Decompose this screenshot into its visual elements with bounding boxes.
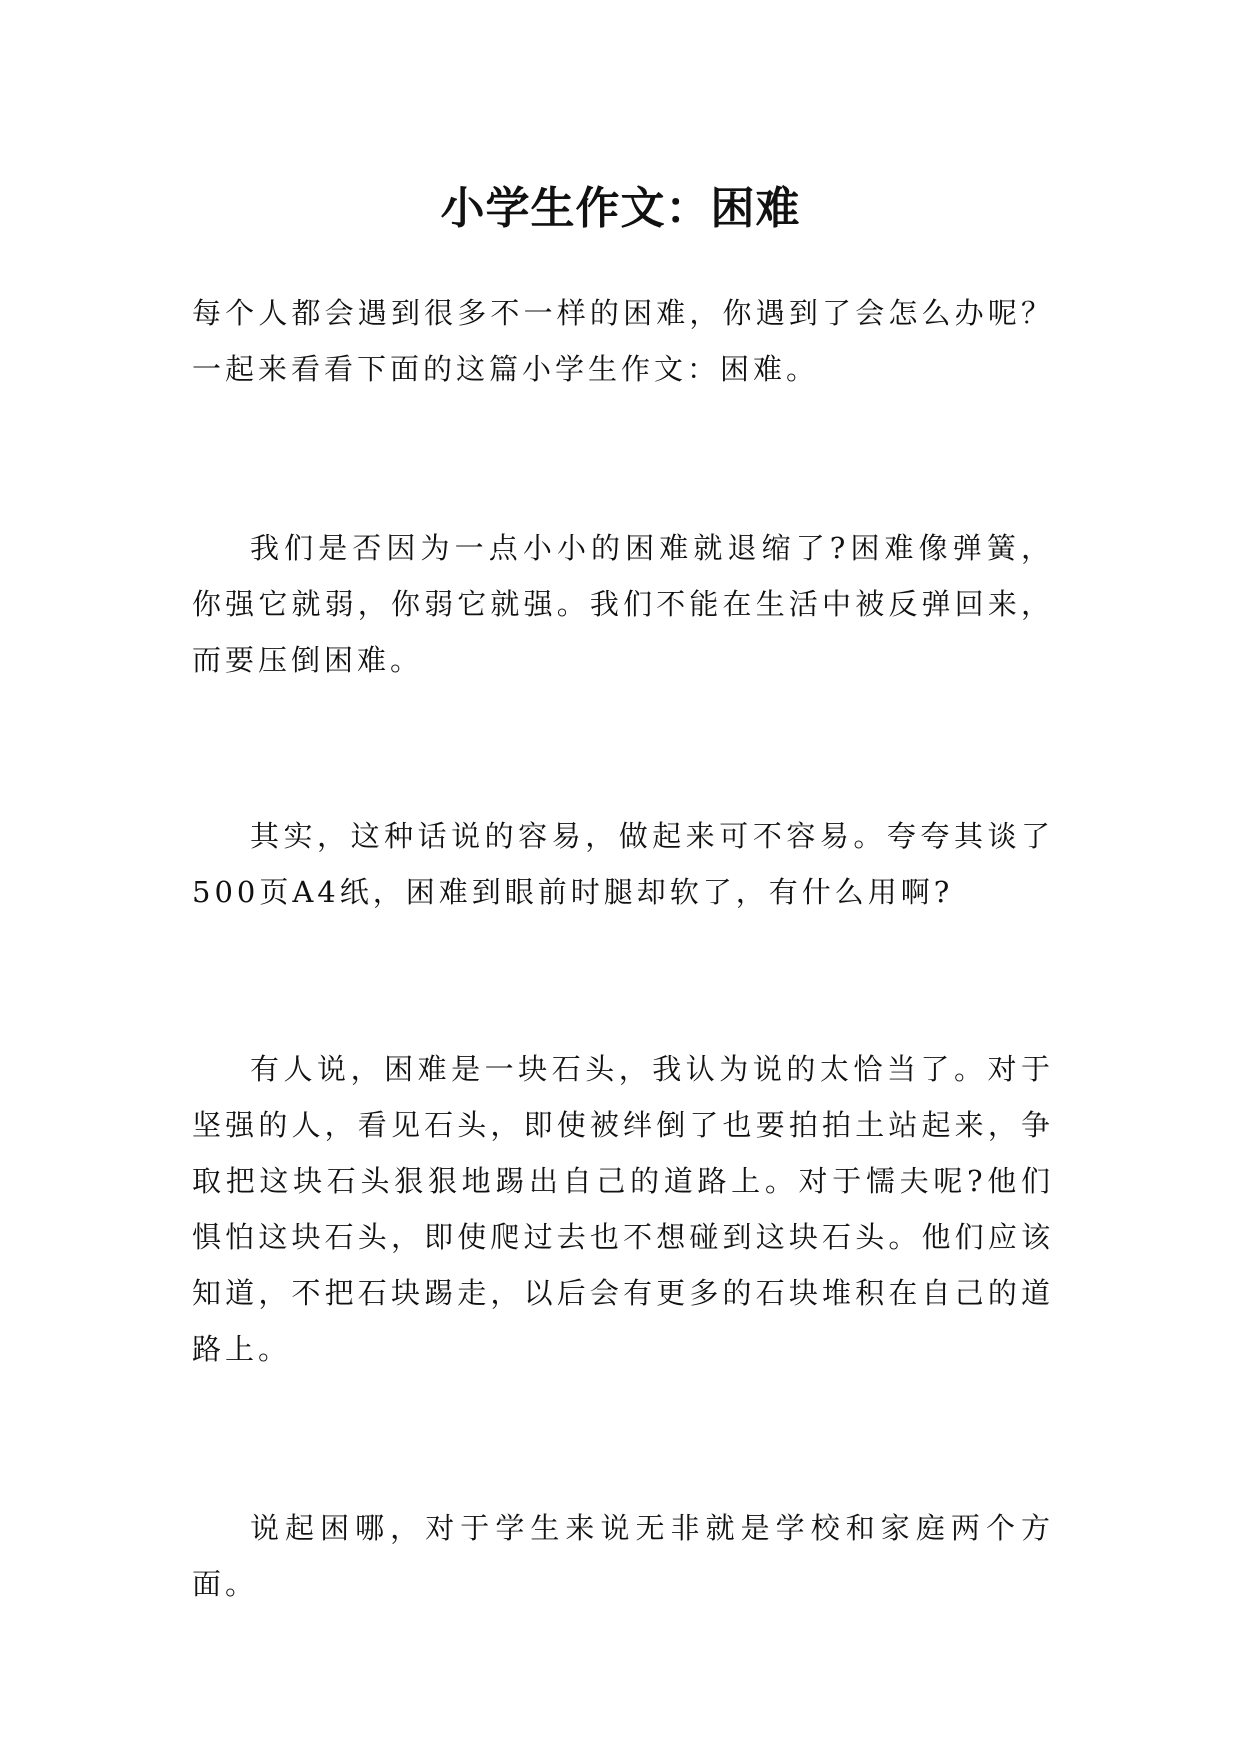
body-paragraph: 我们是否因为一点小小的困难就退缩了?困难像弹簧，你强它就弱，你弱它就强。我们不能在生活中被反弹回来，而要压倒困难。 (192, 531, 1054, 677)
body-paragraph: 说起困哪，对于学生来说无非就是学校和家庭两个方面。 (192, 1511, 1054, 1601)
intro-paragraph: 每个人都会遇到很多不一样的困难，你遇到了会怎么办呢？一起来看看下面的这篇小学生作文：困难。 (192, 296, 1054, 386)
body-paragraph: 有人说，困难是一块石头，我认为说的太恰当了。对于坚强的人，看见石头，即使被绊倒了也要拍拍土站起来，争取把这块石头狠狠地踢出自己的道路上。对于懦夫呢?他们惧怕这块石头，即使爬过去也不想碰到这块石头。他们应该知道，不把石块踢走，以后会有更多的石块堆积在自己的道路上。 (192, 1052, 1054, 1366)
page-title: 小学生作文：困难 (440, 183, 801, 235)
body-paragraph: 其实，这种话说的容易，做起来可不容易。夸夸其谈了500页A4纸，困难到眼前时腿却软了，有什么用啊? (192, 819, 1054, 909)
